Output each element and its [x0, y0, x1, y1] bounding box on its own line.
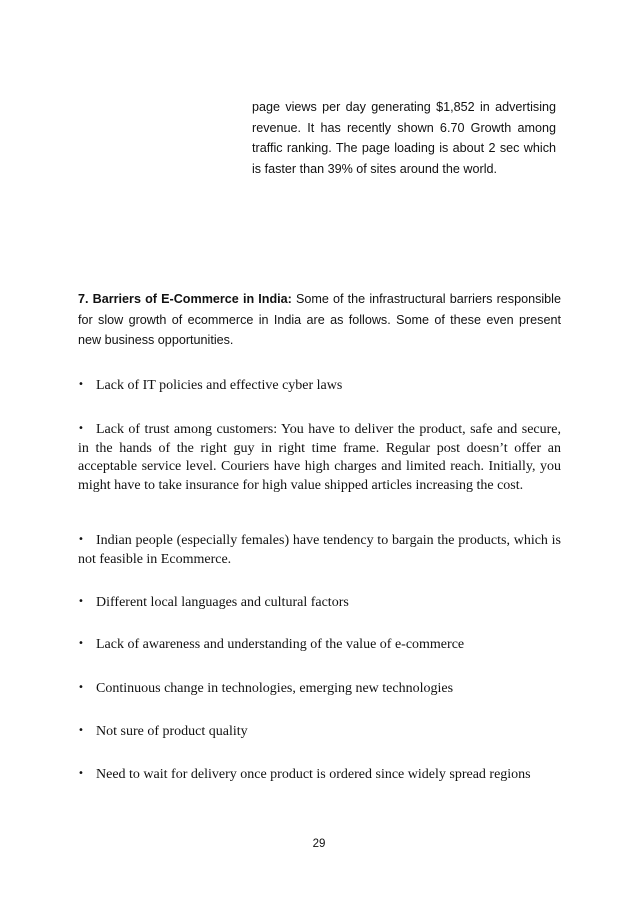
bullet-text: Indian people (especially females) have tendency to bargain the products, which is not feasible in Ecommerce. [78, 533, 561, 567]
bullet-icon: • [78, 768, 84, 779]
bullet-text: Lack of awareness and understanding of the value of e-commerce [96, 637, 465, 652]
bullet-text: Lack of trust among customers: You have to deliver the product, safe and secure, in the hands of the right guy in right time frame. Regular post doesn’t offer an acceptable service level. Couriers have high charges and limited reach. Initially, you might have to take insurance for high value shipped articles increasing the cost. [78, 422, 561, 493]
bullet-item [78, 635, 561, 655]
bullet-icon: • [78, 379, 84, 390]
continued-paragraph: page views per day generating $1,852 in advertising revenue. It has recently shown 6.70 Growth among traffic ranking. The page loading is about 2 sec which is faster than 39% of sites around the world. [252, 100, 556, 176]
section-heading: 7. Barriers of E-Commerce in India: [78, 292, 292, 306]
bullet-text: Need to wait for delivery once product is ordered since widely spread regions [96, 767, 531, 782]
bullet-icon: • [78, 725, 84, 736]
page-number: 29 [312, 838, 326, 850]
bullet-icon: • [78, 682, 84, 693]
bullet-text: Continuous change in technologies, emerging new technologies [96, 681, 454, 696]
section-intro-text: Some of the infrastructural barriers responsible for slow growth of ecommerce in India are as follows. Some of these even present new business opportunities. [78, 292, 561, 347]
bullet-item [78, 420, 561, 495]
bullet-item [78, 593, 561, 613]
bullet-text: Different local languages and cultural factors [96, 595, 349, 610]
bullet-item [78, 376, 561, 396]
barriers-section-intro [78, 289, 561, 351]
bullet-item [78, 722, 561, 742]
bullet-text: Not sure of product quality [96, 724, 248, 739]
bullet-icon: • [78, 423, 84, 434]
bullet-icon: • [78, 534, 84, 545]
bullet-icon: • [78, 596, 84, 607]
bullet-item [78, 765, 561, 785]
bullet-icon: • [78, 638, 84, 649]
bullet-item [78, 531, 561, 569]
bullet-text: Lack of IT policies and effective cyber laws [96, 378, 343, 393]
bullet-item [78, 679, 561, 699]
